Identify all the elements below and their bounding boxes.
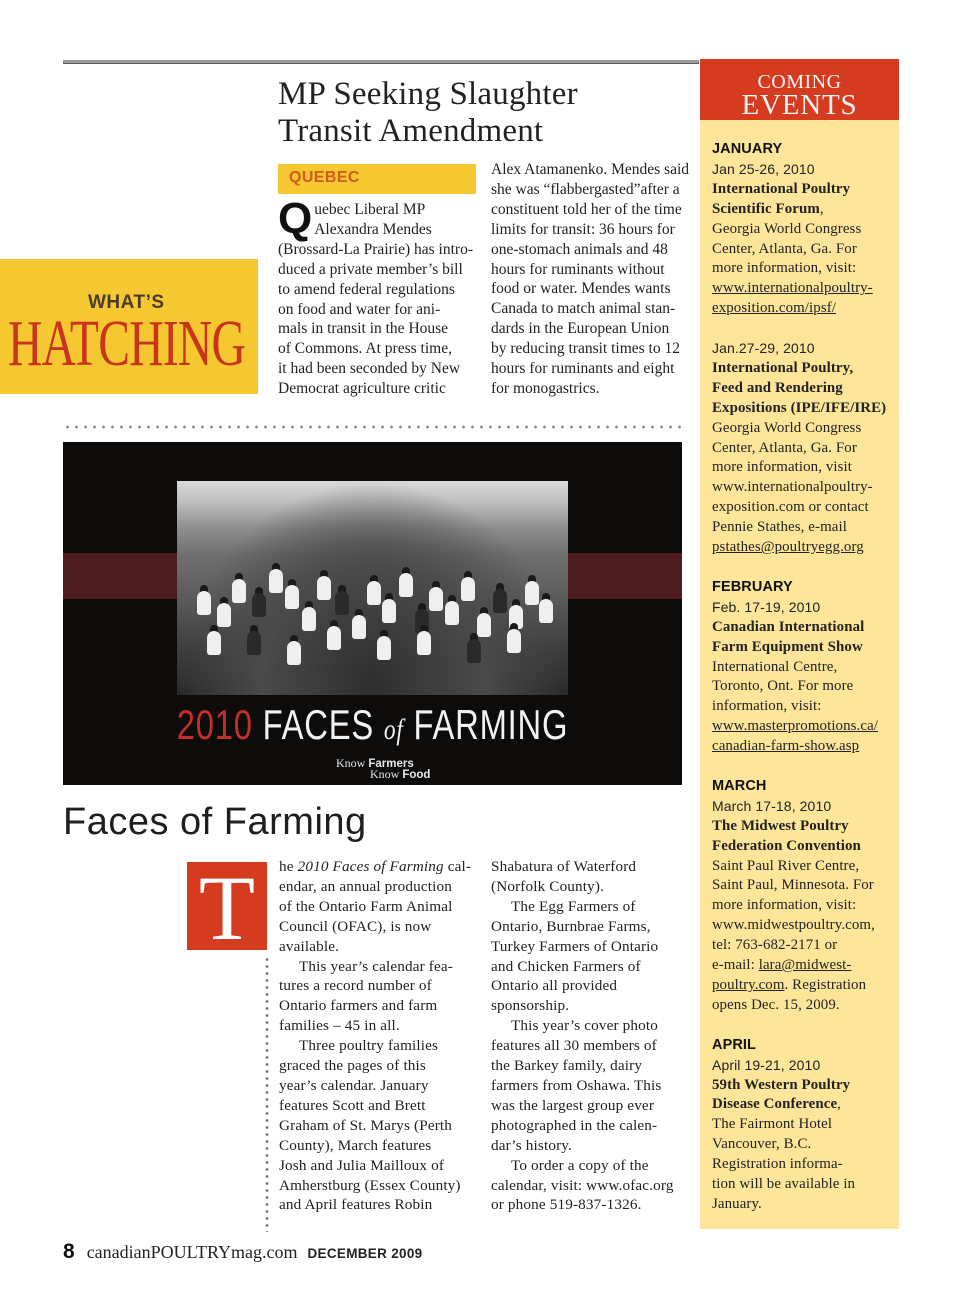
text-line: year’s calendar. January [279, 1076, 429, 1094]
text-line: (Brossard-La Prairie) has intro- [278, 240, 473, 258]
text-fragment: he [279, 858, 298, 875]
tagline-food [370, 769, 430, 781]
article1-column-1 [278, 194, 478, 399]
event-detail: January. [712, 1195, 762, 1212]
drop-cap: Q [278, 194, 313, 243]
text-line: or phone 519-837-1326. [491, 1196, 642, 1214]
event-name-part: Disease Conference [712, 1096, 838, 1113]
magazine-site [87, 1242, 298, 1262]
person-silhouette [285, 585, 299, 609]
text-line: graced the pages of this [279, 1057, 426, 1075]
event-detail: more information, visit [712, 459, 853, 476]
top-rule [63, 60, 699, 64]
text-line: Alexandra Mendes [314, 220, 432, 238]
text-line: dards in the European Union [491, 320, 670, 338]
person-silhouette [539, 599, 553, 623]
person-silhouette [367, 581, 381, 605]
event-detail: Registration informa- [712, 1156, 843, 1173]
site-part: POULTRY [150, 1242, 232, 1262]
event-name [712, 200, 895, 220]
event-detail: more information, visit: [712, 260, 857, 277]
text-line: uebec Liberal MP [314, 201, 426, 218]
person-silhouette [317, 576, 331, 600]
calendar-of: of [383, 713, 404, 746]
event-detail: Pennie Stathes, e-mail [712, 519, 847, 536]
punctuation: , [837, 1096, 841, 1113]
event-detail: more information, visit: [712, 897, 857, 914]
text-line: Turkey Farmers of Ontario [491, 937, 659, 955]
text-line: Josh and Julia Mailloux of [279, 1156, 445, 1174]
text-line: by reducing transit times to 12 [491, 340, 680, 358]
site-part: canadian [86, 1242, 151, 1262]
text-line: Amherstburg (Essex County) [279, 1176, 461, 1194]
headline-line-1: MP Seeking Slaughter [278, 76, 578, 112]
email-prefix: e-mail: [712, 957, 759, 974]
event-name: Federation Convention [712, 837, 861, 854]
tag-farmers: Farmers [368, 758, 414, 770]
person-silhouette [287, 641, 301, 665]
event-email-link[interactable]: pstathes@poultryegg.org [712, 539, 864, 556]
event-detail: tion will be available in [712, 1176, 856, 1193]
text-line [279, 857, 484, 877]
events-list [712, 140, 895, 1215]
text-fragment: cal- [443, 858, 472, 875]
event-detail: Saint Paul, Minnesota. For [712, 877, 874, 894]
event-name: Canadian International [712, 618, 865, 635]
text-line: constituent told her of the time [491, 200, 682, 218]
section-label-text: QUEBEC [289, 169, 360, 186]
event-name-part: Scientific Forum [712, 200, 820, 217]
person-silhouette [477, 613, 491, 637]
person-silhouette [335, 591, 349, 615]
drop-cap-letter: T [198, 857, 256, 959]
coming-events-sidebar [700, 59, 899, 1229]
event-email-link[interactable]: poultry.com [712, 977, 785, 994]
person-silhouette [461, 577, 475, 601]
text-line: sponsorship. [491, 997, 570, 1015]
event-link[interactable]: www.internationalpoultry- [712, 280, 873, 297]
headline-line-2: Transit Amendment [278, 113, 544, 149]
event-detail: Center, Atlanta, Ga. For [712, 439, 857, 456]
text-line: families – 45 in all. [279, 1017, 400, 1035]
event-name: 59th Western Poultry [712, 1076, 851, 1093]
event-name: Expositions (IPE/IFE/IRE) [712, 399, 887, 416]
events-label: EVENTS [741, 89, 858, 121]
month-march: MARCH [712, 777, 767, 794]
person-silhouette [445, 601, 459, 625]
person-silhouette [507, 629, 521, 653]
text-line: photographed in the calen- [491, 1116, 658, 1134]
article2-column-2 [491, 857, 696, 1215]
event-detail: Vancouver, B.C. [712, 1136, 812, 1153]
text-line: Canada to match animal stan- [491, 300, 676, 318]
text-line: endar, an annual production [279, 877, 452, 895]
page-number: 8 [63, 1240, 75, 1263]
event-detail: Toronto, Ont. For more [712, 678, 854, 695]
event-detail: The Fairmont Hotel [712, 1116, 833, 1133]
person-silhouette [382, 599, 396, 623]
text-line: she was “flabbergasted”after a [491, 180, 680, 198]
whats-label: WHAT’S [88, 292, 165, 313]
person-silhouette [377, 636, 391, 660]
text-line: farmers from Oshawa. This [491, 1076, 662, 1094]
dotted-divider [63, 425, 685, 429]
person-silhouette [493, 589, 507, 613]
text-line: Shabatura of Waterford [491, 858, 637, 875]
calendar-faces: FACES [262, 701, 374, 748]
calendar-year: 2010 [176, 701, 253, 748]
person-silhouette [467, 639, 481, 663]
text-line: to amend federal regulations [278, 280, 455, 298]
text-line: Alex Atamanenko. Mendes said [491, 161, 690, 178]
event-name: Farm Equipment Show [712, 638, 863, 655]
text-line: Ontario farmers and farm [279, 997, 438, 1015]
event-detail: Georgia World Congress [712, 419, 862, 436]
calendar-farming: FARMING [413, 701, 569, 748]
page-footer [63, 1240, 422, 1264]
event-detail [712, 956, 895, 976]
person-silhouette [417, 631, 431, 655]
event-detail: www.internationalpoultry- [712, 479, 873, 496]
event-detail: opens Dec. 15, 2009. [712, 996, 840, 1013]
event-detail: International Centre, [712, 658, 838, 675]
event-link[interactable]: canadian-farm-show.asp [712, 738, 860, 755]
text-line: the Barkey family, dairy [491, 1057, 643, 1075]
tag-know: Know [336, 756, 366, 770]
person-silhouette [509, 605, 523, 629]
text-line: hours for ruminants without [491, 260, 665, 278]
person-silhouette [197, 591, 211, 615]
text-line: and Chicken Farmers of [491, 957, 641, 975]
event-name: The Midwest Poultry [712, 817, 849, 834]
article-headline [278, 76, 698, 150]
event-detail: Center, Atlanta, Ga. For [712, 240, 857, 257]
calendar-title [131, 700, 614, 755]
person-silhouette [525, 581, 539, 605]
text-line: The Egg Farmers of [511, 897, 636, 915]
event-name [712, 1095, 895, 1115]
text-line: This year’s calendar fea- [299, 957, 453, 975]
event-date: April 19-21, 2010 [712, 1056, 821, 1073]
event-date: March 17-18, 2010 [712, 797, 832, 814]
event-link[interactable]: www.masterpromotions.ca/ [712, 718, 879, 735]
event-detail-text: . Registration [784, 977, 867, 994]
whats-hatching-logo [0, 259, 258, 394]
person-silhouette [232, 579, 246, 603]
coming-events-header [700, 59, 899, 120]
text-line: hours for ruminants and eight [491, 360, 675, 378]
text-line: was the largest group ever [491, 1096, 655, 1114]
person-silhouette [399, 573, 413, 597]
event-date: Feb. 17-19, 2010 [712, 598, 821, 615]
person-silhouette [207, 631, 221, 655]
punctuation: , [819, 200, 824, 217]
hatching-label: HATCHING [8, 307, 246, 380]
event-link[interactable]: exposition.com/ipsf/ [712, 300, 837, 317]
event-detail: tel: 763-682-2171 or [712, 937, 838, 954]
event-detail: Saint Paul River Centre, [712, 857, 860, 874]
coming-label: COMING [757, 71, 842, 93]
text-line: (Norfolk County). [491, 877, 605, 895]
event-detail: information, visit: [712, 698, 822, 715]
event-detail: exposition.com or contact [712, 499, 869, 516]
text-line: This year’s cover photo [511, 1017, 658, 1035]
month-february: FEBRUARY [712, 578, 793, 595]
text-line: features Scott and Brett [279, 1096, 426, 1114]
drop-cap-t [187, 857, 267, 959]
person-silhouette [252, 593, 266, 617]
text-line: mals in transit in the House [278, 320, 449, 338]
person-silhouette [327, 626, 341, 650]
person-silhouette [429, 587, 443, 611]
text-line: County), March features [279, 1136, 432, 1154]
event-date: Jan.27-29, 2010 [712, 340, 815, 357]
calendar-title-italic: 2010 Faces of Farming [297, 858, 444, 875]
event-detail [712, 976, 895, 996]
text-line: Ontario all provided [491, 977, 618, 995]
article2-column-1 [279, 857, 484, 1215]
event-name: Feed and Rendering [712, 379, 843, 396]
text-line: dar’s history. [491, 1136, 572, 1154]
text-line: on food and water for ani- [278, 300, 441, 318]
event-name: International Poultry, [712, 359, 854, 376]
person-silhouette [302, 607, 316, 631]
vertical-dotted-rule [265, 956, 269, 1232]
text-line: duced a private member’s bill [278, 260, 463, 278]
month-january: JANUARY [712, 141, 783, 157]
calendar-cover-image [63, 442, 682, 785]
issue-date: DECEMBER 2009 [307, 1246, 423, 1261]
month-april: APRIL [712, 1036, 756, 1053]
text-line: To order a copy of the [511, 1156, 649, 1174]
event-date: Jan 25-26, 2010 [712, 160, 815, 177]
tag-food: Food [402, 769, 431, 781]
event-name: International Poultry [712, 180, 851, 197]
text-line: available. [279, 937, 340, 955]
event-email-link[interactable]: lara@midwest- [758, 957, 852, 974]
article1-column-2 [491, 160, 696, 399]
text-line: Ontario, Burnbrae Farms, [491, 917, 651, 935]
text-line: food or water. Mendes wants [491, 280, 671, 298]
person-silhouette [217, 603, 231, 627]
event-detail: Georgia World Congress [712, 220, 862, 237]
section-label [278, 164, 476, 194]
text-line: Democrat agriculture critic [278, 380, 446, 398]
text-line: of Commons. At press time, [278, 340, 452, 358]
text-line: for monogastrics. [491, 379, 600, 397]
tag-know: Know [370, 767, 400, 781]
faces-of-farming-heading: Faces of Farming [63, 801, 367, 843]
text-line: Council (OFAC), is now [279, 917, 432, 935]
text-line: it had been seconded by New [278, 360, 461, 378]
family-photo [177, 481, 568, 695]
text-line: calendar, visit: www.ofac.org [491, 1176, 674, 1194]
text-line: Three poultry families [299, 1037, 439, 1055]
text-line: Graham of St. Marys (Perth [279, 1116, 453, 1134]
text-line: one-stomach animals and 48 [491, 240, 668, 258]
event-detail: www.midwestpoultry.com, [712, 917, 875, 934]
text-line: and April features Robin [279, 1196, 433, 1214]
person-silhouette [352, 615, 366, 639]
text-line: features all 30 members of [491, 1037, 657, 1055]
text-line: of the Ontario Farm Animal [279, 897, 453, 915]
person-silhouette [269, 569, 283, 593]
person-silhouette [415, 609, 429, 633]
text-line: tures a record number of [279, 977, 432, 995]
site-part: mag.com [231, 1242, 298, 1262]
person-silhouette [247, 631, 261, 655]
text-line: limits for transit: 36 hours for [491, 220, 675, 238]
